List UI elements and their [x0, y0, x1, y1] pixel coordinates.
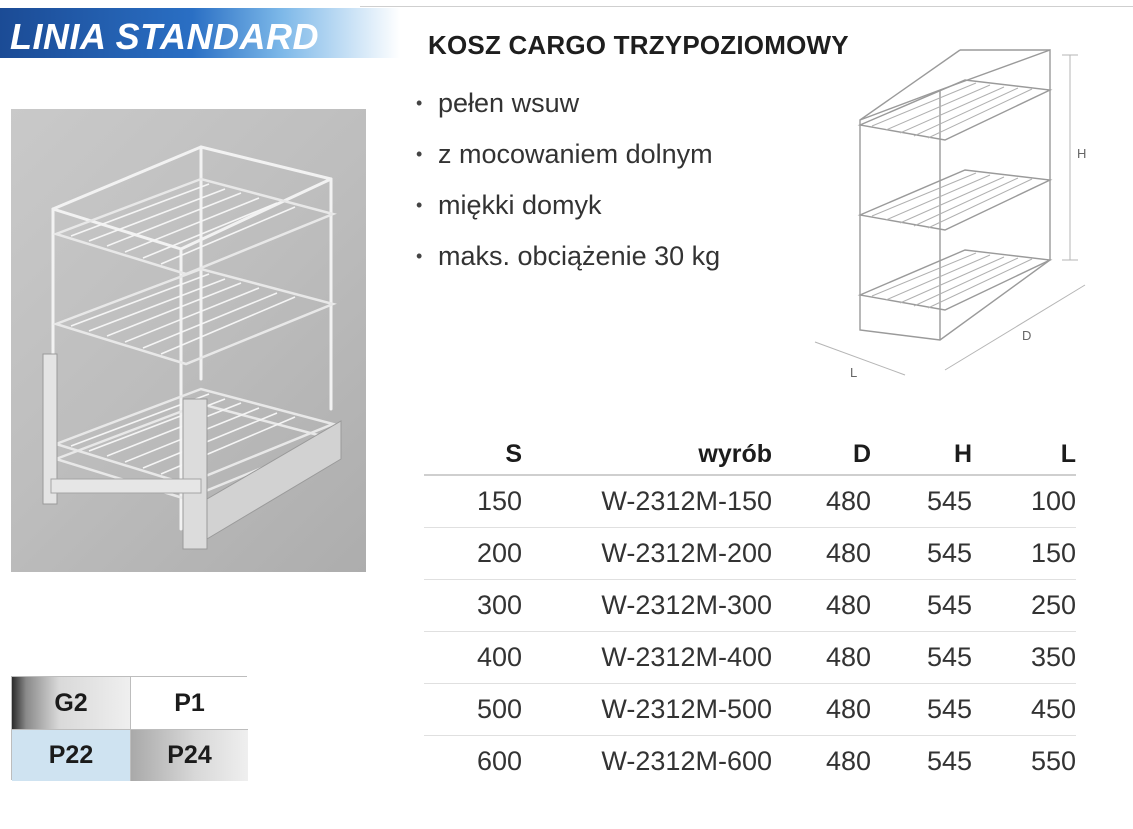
cell-h: 545	[871, 684, 972, 736]
table-row	[424, 580, 1076, 632]
cell-d: 480	[772, 632, 871, 684]
finish-codes	[11, 676, 247, 780]
table-row	[424, 684, 1076, 736]
dimension-label-d: D	[1022, 328, 1032, 343]
cell-l: 250	[972, 580, 1076, 632]
table-row	[424, 528, 1076, 580]
cell-product: W-2312M-500	[522, 684, 772, 736]
product-title: KOSZ CARGO TRZYPOZIOMOWY	[428, 30, 849, 60]
cell-l: 100	[972, 475, 1076, 528]
cell-d: 480	[772, 580, 871, 632]
table-row	[424, 475, 1076, 528]
finish-code-g2: G2	[12, 677, 130, 729]
cell-product: W-2312M-150	[522, 475, 772, 528]
top-divider-line	[360, 6, 1133, 7]
feature-text: z mocowaniem dolnym	[438, 139, 713, 169]
column-header-l: L	[972, 434, 1076, 475]
product-photo	[11, 109, 366, 572]
spec-table	[424, 434, 1076, 787]
feature-text: maks. obciążenie 30 kg	[438, 241, 721, 271]
cell-product: W-2312M-600	[601, 746, 772, 776]
cell-s: 200	[424, 528, 522, 580]
column-header-h: H	[871, 434, 972, 475]
column-header-s: S	[424, 434, 522, 475]
cell-s: 600	[476, 746, 522, 776]
feature-item	[416, 180, 720, 231]
cell-d: 480	[772, 475, 871, 528]
bullet-icon: •	[416, 144, 423, 164]
cell-product: W-2312M-200	[522, 528, 772, 580]
table-row	[424, 632, 1076, 684]
column-header-product: wyrób	[522, 434, 772, 475]
cell-h: 545	[871, 475, 972, 528]
column-header-d: D	[772, 434, 871, 475]
feature-item	[416, 129, 720, 180]
dimension-diagram	[800, 30, 1100, 390]
feature-text: pełen wsuw	[438, 88, 580, 118]
table-row	[424, 736, 1076, 788]
finish-code-p22: P22	[12, 729, 130, 781]
dimension-label-l: L	[850, 365, 858, 380]
cell-h: 545	[871, 528, 972, 580]
cell-s: 500	[424, 684, 522, 736]
cell-d: 480	[825, 746, 871, 776]
bullet-icon: •	[416, 246, 423, 266]
wire-basket-illustration	[11, 109, 366, 572]
cell-l: 150	[972, 528, 1076, 580]
bullet-icon: •	[416, 195, 423, 215]
cell-l: 350	[972, 632, 1076, 684]
feature-item	[416, 78, 720, 129]
bullet-icon: •	[416, 93, 423, 113]
cell-h: 545	[926, 746, 972, 776]
finish-code-p1: P1	[130, 677, 248, 729]
product-line-title: LINIA STANDARD	[10, 16, 319, 57]
dimension-label-h: H	[1077, 146, 1087, 161]
feature-item	[416, 231, 720, 282]
cell-s: 150	[424, 475, 522, 528]
cell-l: 550	[1030, 746, 1076, 776]
cell-s: 300	[424, 580, 522, 632]
table-header-row	[424, 434, 1076, 475]
cell-product: W-2312M-400	[522, 632, 772, 684]
cell-h: 545	[871, 632, 972, 684]
finish-code-p24: P24	[130, 729, 248, 781]
cell-s: 400	[424, 632, 522, 684]
cell-product: W-2312M-300	[522, 580, 772, 632]
cell-d: 480	[772, 684, 871, 736]
feature-text: miękki domyk	[438, 190, 602, 220]
cell-l: 450	[972, 684, 1076, 736]
feature-list	[416, 78, 720, 282]
cell-d: 480	[772, 528, 871, 580]
cell-h: 545	[871, 580, 972, 632]
basket-line-drawing	[800, 30, 1100, 390]
product-line-banner	[0, 8, 400, 58]
